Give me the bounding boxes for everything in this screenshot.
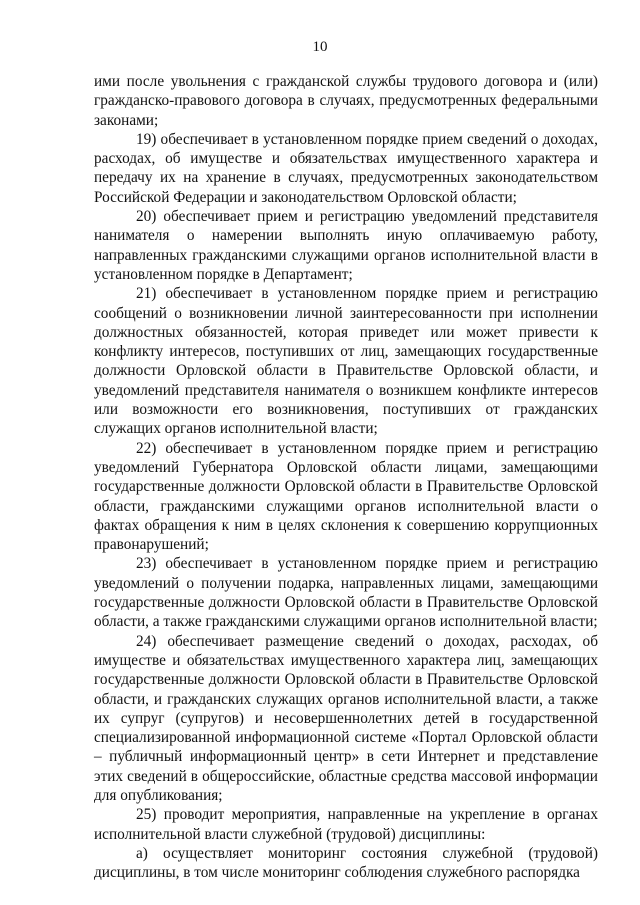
paragraph-item-19: 19) обеспечивает в установленном порядке прием сведений о доходах, расходах, об имуществе и обязательствах имущественного характера и передачу их на хранение в случаях, предусмотренных законодательством Российской Федерации и законодательством Орловской области; — [94, 130, 598, 206]
paragraph-item-21: 21) обеспечивает в установленном порядке прием и регистрацию сообщений о возникновении личной заинтересованности при исполнении должностных обязанностей, которая приведет или может привести к конфликту интересов, поступивших от лиц, замещающих государственные должности Орловской области в Правительстве Орловской области, и уведомлений представителя нанимателя о возникшем конфликте интересов или возможности его возникновения, поступивших от гражданских служащих органов исполнительной власти; — [94, 285, 598, 438]
paragraph-item-24: 24) обеспечивает размещение сведений о доходах, расходах, об имуществе и обязательствах имущественного характера лиц, замещающих государственные должности Орловской области в Правительстве Орловской области, и гражданских служащих органов исполнительной власти, а также их супруг (супругов) и несовершеннолетних детей в государственной специализированной информационной системе «Портал Орловской области – публичный информационный центр» в сети Интернет и представление этих сведений в общероссийские, областные средства массовой информации для опубликования; — [94, 632, 598, 804]
paragraph-item-25: 25) проводит мероприятия, направленные на укрепление в органах исполнительной власти служебной (трудовой) дисциплины: — [94, 806, 598, 843]
paragraph-item-20: 20) обеспечивает прием и регистрацию уведомлений представителя нанимателя о намерении выполнять иную оплачиваемую работу, направленных гражданскими служащими органов исполнительной власти в установленном порядке в Департамент; — [94, 208, 598, 283]
paragraph-item-23: 23) обеспечивает в установленном порядке прием и регистрацию уведомлений о получении подарка, направленных лицами, замещающими государственные должности Орловской области в Правительстве Орловской области, а также гражданскими служащими органов исполнительной власти; — [94, 555, 598, 631]
document-body — [94, 72, 598, 882]
paragraph-item-25a: а) осуществляет мониторинг состояния служебной (трудовой) дисциплины, в том числе мониторинг соблюдения служебного распорядка — [94, 844, 598, 882]
paragraph-continuation: ими после увольнения с гражданской службы трудового договора и (или) гражданско-правового договора в случаях, предусмотренных федеральными законами; — [94, 73, 598, 129]
paragraph-item-22: 22) обеспечивает в установленном порядке прием и регистрацию уведомлений Губернатора Орловской области лицами, замещающими государственные должности Орловской области в Правительстве Орловской области, гражданскими служащими органов исполнительной власти о фактах обращения к ним в целях склонения к совершению коррупционных правонарушений; — [94, 439, 598, 554]
page-number: 10 — [312, 39, 328, 55]
